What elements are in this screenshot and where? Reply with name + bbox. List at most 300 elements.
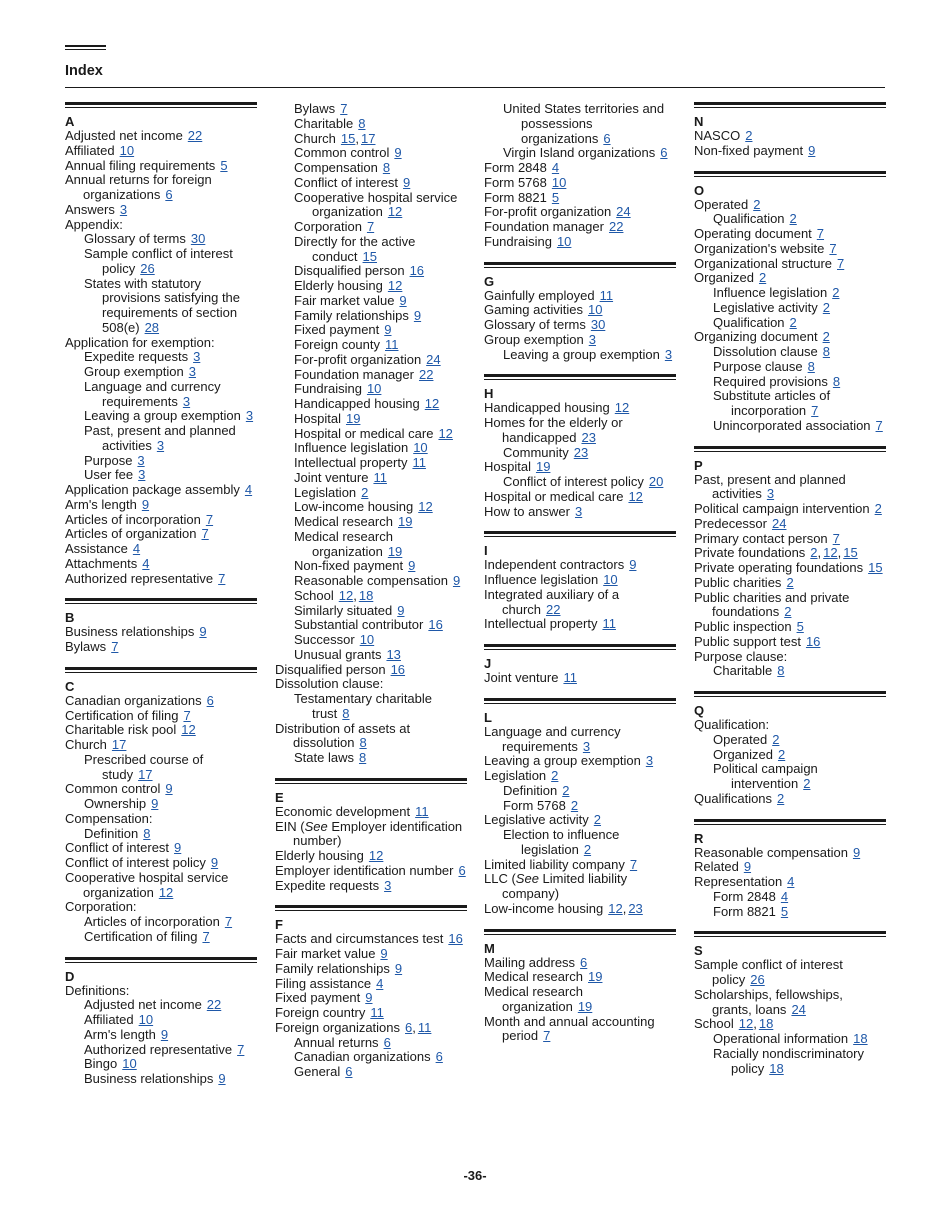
page-reference-link[interactable]: 12 [181,722,196,738]
page-reference-link[interactable]: 3 [138,467,146,483]
section-divider [65,957,257,963]
page-reference-link[interactable]: 4 [551,160,560,175]
index-entry [484,902,676,917]
page-reference-link[interactable]: 9 [141,496,150,512]
page-reference-link[interactable]: 17 [138,766,153,782]
page-reference-link[interactable]: 10 [551,174,567,190]
page-reference-link[interactable]: 11 [417,1019,432,1035]
index-subentry [275,382,467,397]
page-reference-link[interactable]: 15 [362,248,378,264]
page-reference-link[interactable]: 8 [777,663,785,679]
page-reference-link[interactable]: 2 [583,841,592,857]
page-reference-link[interactable]: 9 [199,624,207,640]
page-reference-link[interactable]: 26 [140,260,155,276]
page-reference-link[interactable]: 7 [202,928,210,944]
page-reference-link[interactable]: 18 [358,587,374,603]
entry-term: Articles of incorporation [65,511,201,527]
index-entry [694,620,886,635]
page-reference-link[interactable]: 2 [822,329,830,345]
page-reference-link[interactable]: 15 [843,545,858,561]
page-reference-link[interactable]: 3 [137,452,145,468]
entry-term: School [694,1016,734,1032]
page-reference-link[interactable]: 2 [777,746,786,762]
page-reference-link[interactable]: 6 [383,1034,391,1050]
page-reference-link[interactable]: 7 [340,101,348,116]
page-reference-link[interactable]: 19 [588,969,603,985]
entry-term: Disqualified person [275,661,386,677]
page-reference-link[interactable]: 7 [629,856,638,872]
page-reference-link[interactable]: 3 [582,738,591,754]
page-reference-link[interactable]: 3 [766,486,775,502]
page-reference-link[interactable]: 17 [361,130,376,146]
index-section-q [694,691,886,807]
index-subentry [275,368,467,383]
entry-term: Family relationships [275,960,390,976]
page-reference-link[interactable]: 10 [413,440,428,456]
entry-term: Definitions: [65,982,130,998]
index-entry [484,769,676,784]
page-reference-link[interactable]: 24 [771,515,787,531]
index-entry [484,588,676,618]
page-reference-link[interactable]: 8 [359,735,367,751]
page-reference-link[interactable]: 19 [535,459,551,475]
page-reference-link[interactable]: 7 [811,403,819,418]
entry-term: Church [65,737,107,752]
page-ref-separator: , [817,545,822,561]
page-reference-link[interactable]: 10 [603,572,618,587]
entry-term: Hospital or medical care [294,425,434,441]
page-reference-link[interactable]: 11 [385,337,399,352]
page-reference-link[interactable]: 2 [772,731,780,747]
page-reference-link[interactable]: 2 [570,797,579,813]
page-reference-link[interactable]: 10 [122,1056,137,1072]
index-entry [484,289,676,304]
page-reference-link[interactable]: 18 [758,1016,774,1032]
entry-term: Business relationships [84,1071,214,1086]
index-entry [484,813,676,828]
page-reference-link[interactable]: 7 [832,530,840,546]
page-reference-link[interactable]: 7 [183,707,191,723]
entry-term: Organized [694,270,754,286]
page-reference-link[interactable]: 6 [458,862,466,878]
page-reference-link[interactable]: 2 [551,768,559,783]
page-reference-link[interactable]: 8 [822,344,831,359]
page-reference-link[interactable]: 6 [206,692,214,708]
page-reference-link[interactable]: 18 [769,1060,784,1076]
entry-term: Handicapped housing [294,396,420,411]
page-reference-link[interactable]: 2 [753,196,761,212]
index-section-b [65,598,257,655]
index-subentry [275,604,467,619]
page-reference-link[interactable]: 22 [418,366,434,382]
page-reference-link[interactable]: 15 [868,560,883,575]
page-reference-link[interactable]: 7 [218,570,226,586]
page-reference-link[interactable]: 7 [366,219,375,234]
page-reference-link[interactable]: 12 [608,900,623,916]
index-subentry [65,409,257,424]
page-reference-link[interactable]: 30 [190,231,206,247]
page-reference-link[interactable]: 9 [160,1026,169,1042]
page-reference-link[interactable]: 3 [384,877,392,893]
page-reference-link[interactable]: 9 [413,307,422,323]
page-reference-link[interactable]: 2 [803,776,811,791]
page-reference-link[interactable]: 3 [119,201,128,217]
index-subentry [484,799,676,814]
page-reference-link[interactable]: 23 [581,429,596,445]
page-reference-link[interactable]: 3 [245,408,254,424]
page-reference-link[interactable]: 2 [784,604,792,620]
index-entry [484,191,676,206]
page-reference-link[interactable]: 17 [111,737,127,752]
page-reference-link[interactable]: 10 [359,632,375,647]
page-reference-link[interactable]: 22 [187,128,203,143]
page-reference-link[interactable]: 9 [218,1071,226,1086]
entry-term: General [294,1064,341,1079]
page-reference-link[interactable]: 10 [119,142,135,158]
page-reference-link[interactable]: 10 [138,1012,154,1027]
index-entry [694,473,886,503]
page-reference-link[interactable]: 11 [412,455,426,470]
page-reference-link[interactable]: 28 [144,319,160,335]
page-reference-link[interactable]: 2 [361,484,369,500]
entry-term: Glossary of terms [484,317,586,332]
entry-term: Unincorporated association [713,417,871,433]
page-reference-link[interactable]: 12 [628,488,643,504]
page-number: -36- [463,1168,487,1183]
page-reference-link[interactable]: 22 [546,601,561,617]
page-reference-link[interactable]: 13 [386,646,401,662]
page-reference-link[interactable]: 16 [805,633,821,649]
page-reference-link[interactable]: 9 [174,840,182,856]
index-entry [694,129,886,144]
page-reference-link[interactable]: 8 [143,825,151,841]
page-reference-link[interactable]: 12 [738,1016,754,1032]
page-reference-link[interactable]: 3 [574,503,583,519]
page-reference-link[interactable]: 2 [593,812,602,828]
page-reference-link[interactable]: 10 [556,233,572,249]
page-reference-link[interactable]: 16 [390,661,406,677]
page-reference-link[interactable]: 11 [602,616,616,632]
page-reference-link[interactable]: 11 [415,803,429,819]
index-subentry [275,161,467,176]
index-subentry [275,633,467,648]
page-reference-link[interactable]: 8 [832,373,841,389]
page-reference-link[interactable]: 6 [580,954,588,970]
page-reference-link[interactable]: 23 [573,444,589,460]
page-reference-link[interactable]: 9 [808,142,816,158]
page-reference-link[interactable]: 16 [409,263,425,279]
page-reference-link[interactable]: 24 [616,204,631,220]
page-reference-link[interactable]: 10 [366,381,382,397]
page-reference-link[interactable]: 12 [823,545,838,561]
page-reference-link[interactable]: 3 [193,349,201,365]
page-reference-link[interactable]: 11 [563,670,577,685]
index-entry [275,849,467,864]
page-reference-link[interactable]: 9 [743,859,752,875]
page-reference-link[interactable]: 5 [780,903,789,919]
index-subentry [694,286,886,301]
index-entry [484,956,676,971]
page-reference-link[interactable]: 7 [201,526,209,542]
index-section-i [484,531,676,632]
page-reference-link[interactable]: 9 [165,781,173,797]
page-reference-link[interactable]: 12 [338,587,354,603]
page-reference-link[interactable]: 7 [111,639,119,654]
entry-term: Non-fixed payment [294,558,404,574]
page-reference-link[interactable]: 2 [822,299,831,315]
index-subentry [694,360,886,375]
page-reference-link[interactable]: 9 [403,174,411,190]
entry-term: Related [694,859,739,875]
entry-term: Bylaws [294,101,336,116]
page-reference-link[interactable]: 2 [789,211,797,227]
page-reference-link[interactable]: 16 [428,617,443,633]
page-reference-link[interactable]: 9 [852,844,861,860]
entry-term: Adjusted net income [84,997,202,1013]
page-reference-link[interactable]: 8 [358,115,366,131]
entry-term: Facts and circumstances test [275,931,444,947]
page-reference-link[interactable]: 3 [182,393,191,409]
page-reference-link[interactable]: 12 [368,848,384,863]
index-section-continued [484,102,676,250]
index-entry [484,161,676,176]
entry-term: Form 2848 [713,888,776,904]
entry-term: Hospital [484,459,531,475]
page-reference-link[interactable]: 4 [787,874,795,889]
page-reference-link[interactable]: 2 [745,128,753,143]
page-reference-link[interactable]: 3 [188,364,196,379]
page-reference-link[interactable]: 18 [853,1031,868,1046]
entry-term: Medical research [484,969,583,985]
page-reference-link[interactable]: 20 [648,474,664,489]
index-subentry [694,301,886,316]
index-entry [275,977,467,992]
index-entry [694,718,886,733]
index-entry [484,617,676,632]
entry-term: Qualification [713,211,785,227]
index-subentry [484,828,676,858]
page-reference-link[interactable]: 30 [590,317,606,332]
page-reference-link[interactable]: 12 [438,425,453,441]
page-reference-link[interactable]: 5 [220,157,228,173]
entry-term: Homes for the elderly or handicapped [484,415,623,445]
page-reference-link[interactable]: 5 [551,189,560,205]
section-divider [484,531,676,537]
entry-term: Substantial contributor [294,617,424,633]
index-entry [65,542,257,557]
index-section-l [484,698,676,917]
page-reference-link[interactable]: 4 [780,888,789,904]
page-reference-link[interactable]: 19 [398,514,413,529]
page-reference-link[interactable]: 9 [365,990,373,1006]
page-reference-link[interactable]: 3 [664,346,673,362]
page-reference-link[interactable]: 10 [587,302,603,318]
page-reference-link[interactable]: 7 [543,1028,551,1044]
index-subentry [275,618,467,633]
page-reference-link[interactable]: 12 [387,278,403,293]
entry-term: Intellectual property [484,616,598,632]
page-title: Index [65,63,103,79]
index-entry [65,812,257,827]
index-entry [65,984,257,999]
page-reference-link[interactable]: 19 [345,410,361,426]
page-reference-link[interactable]: 7 [875,417,883,433]
section-letter: P [694,457,703,473]
page-reference-link[interactable]: 9 [629,557,637,573]
index-subentry [275,102,467,117]
page-reference-link[interactable]: 2 [777,790,785,806]
entry-term: Charitable [713,663,773,679]
index-subentry [275,441,467,456]
entry-term: Representation [694,874,783,889]
page-reference-link[interactable]: 22 [206,997,222,1013]
index-subentry [65,1013,257,1028]
page-ref-separator: , [353,587,357,603]
index-entry [275,1021,467,1036]
page-reference-link[interactable]: 11 [599,287,614,303]
page-reference-link[interactable]: 9 [397,602,405,618]
page-reference-link[interactable]: 8 [807,358,815,374]
index-entry [65,572,257,587]
page-reference-link[interactable]: 2 [832,285,840,300]
page-reference-link[interactable]: 6 [405,1019,413,1035]
page-reference-link[interactable]: 19 [387,543,403,559]
page-reference-link[interactable]: 9 [384,322,392,338]
index-subentry [484,784,676,799]
index-section-c [65,667,257,945]
page-reference-link[interactable]: 7 [237,1041,245,1057]
page-reference-link[interactable]: 7 [205,511,214,527]
index-entry [694,502,886,517]
index-subentry [275,574,467,589]
page-reference-link[interactable]: 12 [158,884,174,900]
entry-term: Common control [294,145,390,161]
page-reference-link[interactable]: 11 [373,469,387,485]
index-subentry [275,353,467,368]
page-reference-link[interactable]: 24 [426,351,441,367]
page-reference-link[interactable]: 22 [608,219,624,234]
entry-term: School [294,587,334,603]
entry-term: Fundraising [484,233,552,249]
page-reference-link[interactable]: 15 [340,130,356,146]
index-section-continued [275,102,467,766]
section-divider [694,819,886,825]
title-divider [65,87,885,88]
page-reference-link[interactable]: 6 [345,1064,353,1079]
entry-term: Operating document [694,226,812,241]
index-subentry [275,117,467,132]
page-reference-link[interactable]: 12 [418,499,433,515]
page-reference-link[interactable]: 4 [132,541,141,556]
index-entry [65,203,257,218]
page-reference-link[interactable]: 6 [435,1049,443,1065]
page-reference-link[interactable]: 3 [588,331,596,347]
index-subentry [65,1043,257,1058]
page-reference-link[interactable]: 2 [786,574,794,590]
page-reference-link[interactable]: 2 [758,270,767,286]
entry-term: Leaving a group exemption [503,346,660,362]
page-reference-link[interactable]: 12 [614,400,630,416]
page-reference-link[interactable]: 19 [577,998,593,1014]
page-reference-link[interactable]: 9 [452,573,461,588]
page-reference-link[interactable]: 9 [151,796,159,811]
index-entry [484,490,676,505]
entry-term: Arm's length [65,496,137,512]
entry-term: Gainfully employed [484,287,595,303]
index-entry [275,962,467,977]
index-entry [65,625,257,640]
section-divider [694,691,886,697]
entry-term: Certification of filing [84,928,198,944]
page-reference-link[interactable]: 3 [156,437,165,453]
page-reference-link[interactable]: 12 [387,204,403,220]
page-reference-link[interactable]: 7 [829,240,837,256]
entry-term: Integrated auxiliary of a church [484,586,620,617]
entry-term: Bingo [84,1056,118,1072]
section-divider [694,931,886,937]
page-reference-link[interactable]: 9 [210,855,219,870]
index-column-2 [275,102,467,1080]
page-reference-link[interactable]: 2 [810,545,818,561]
page-reference-link[interactable]: 26 [750,972,765,987]
index-column-1 [65,102,257,1087]
page-reference-link[interactable]: 9 [394,960,403,976]
page-reference-link[interactable]: 8 [342,705,350,721]
index-subentry [275,515,467,530]
entry-term: Election to influence legislation [503,827,620,857]
page-reference-link[interactable]: 8 [382,160,391,175]
page-reference-link[interactable]: 9 [408,558,416,574]
page-reference-link[interactable]: 9 [380,946,388,961]
page-reference-link[interactable]: 16 [448,931,463,947]
page-reference-link[interactable]: 8 [358,750,367,765]
page-reference-link[interactable]: 4 [376,975,384,991]
index-subentry [65,915,257,930]
page-reference-link[interactable]: 9 [394,145,402,161]
page-reference-link[interactable]: 2 [562,782,570,798]
page-reference-link[interactable]: 2 [874,501,882,516]
page-reference-link[interactable]: 5 [796,619,804,634]
page-reference-link[interactable]: 7 [837,255,845,271]
page-reference-link[interactable]: 6 [660,145,668,161]
page-reference-link[interactable]: 12 [424,396,440,411]
index-subentry [275,323,467,338]
page-reference-link[interactable]: 4 [244,482,253,497]
page-reference-link[interactable]: 7 [224,914,233,929]
page-reference-link[interactable]: 2 [789,314,797,330]
page-reference-link[interactable]: 9 [399,292,407,308]
entry-term: Hospital [294,410,341,426]
index-subentry [275,1036,467,1051]
page-reference-link[interactable]: 3 [645,753,654,769]
section-letter: J [484,656,492,671]
page-reference-link[interactable]: 23 [628,900,643,916]
page-reference-link[interactable]: 11 [370,1005,384,1020]
page-reference-link[interactable]: 6 [603,130,611,146]
page-reference-link[interactable]: 4 [142,555,150,571]
index-subentry [275,559,467,574]
index-entry [275,1006,467,1021]
page-reference-link[interactable]: 6 [165,187,173,202]
page-reference-link[interactable]: 7 [816,226,825,241]
entry-term: Month and annual accounting period [484,1013,655,1044]
page-reference-link[interactable]: 24 [791,1001,806,1017]
index-entry [65,871,257,901]
index-entry [484,460,676,475]
index-entry [694,1017,886,1032]
index-subentry [65,1028,257,1043]
index-entry [65,527,257,542]
